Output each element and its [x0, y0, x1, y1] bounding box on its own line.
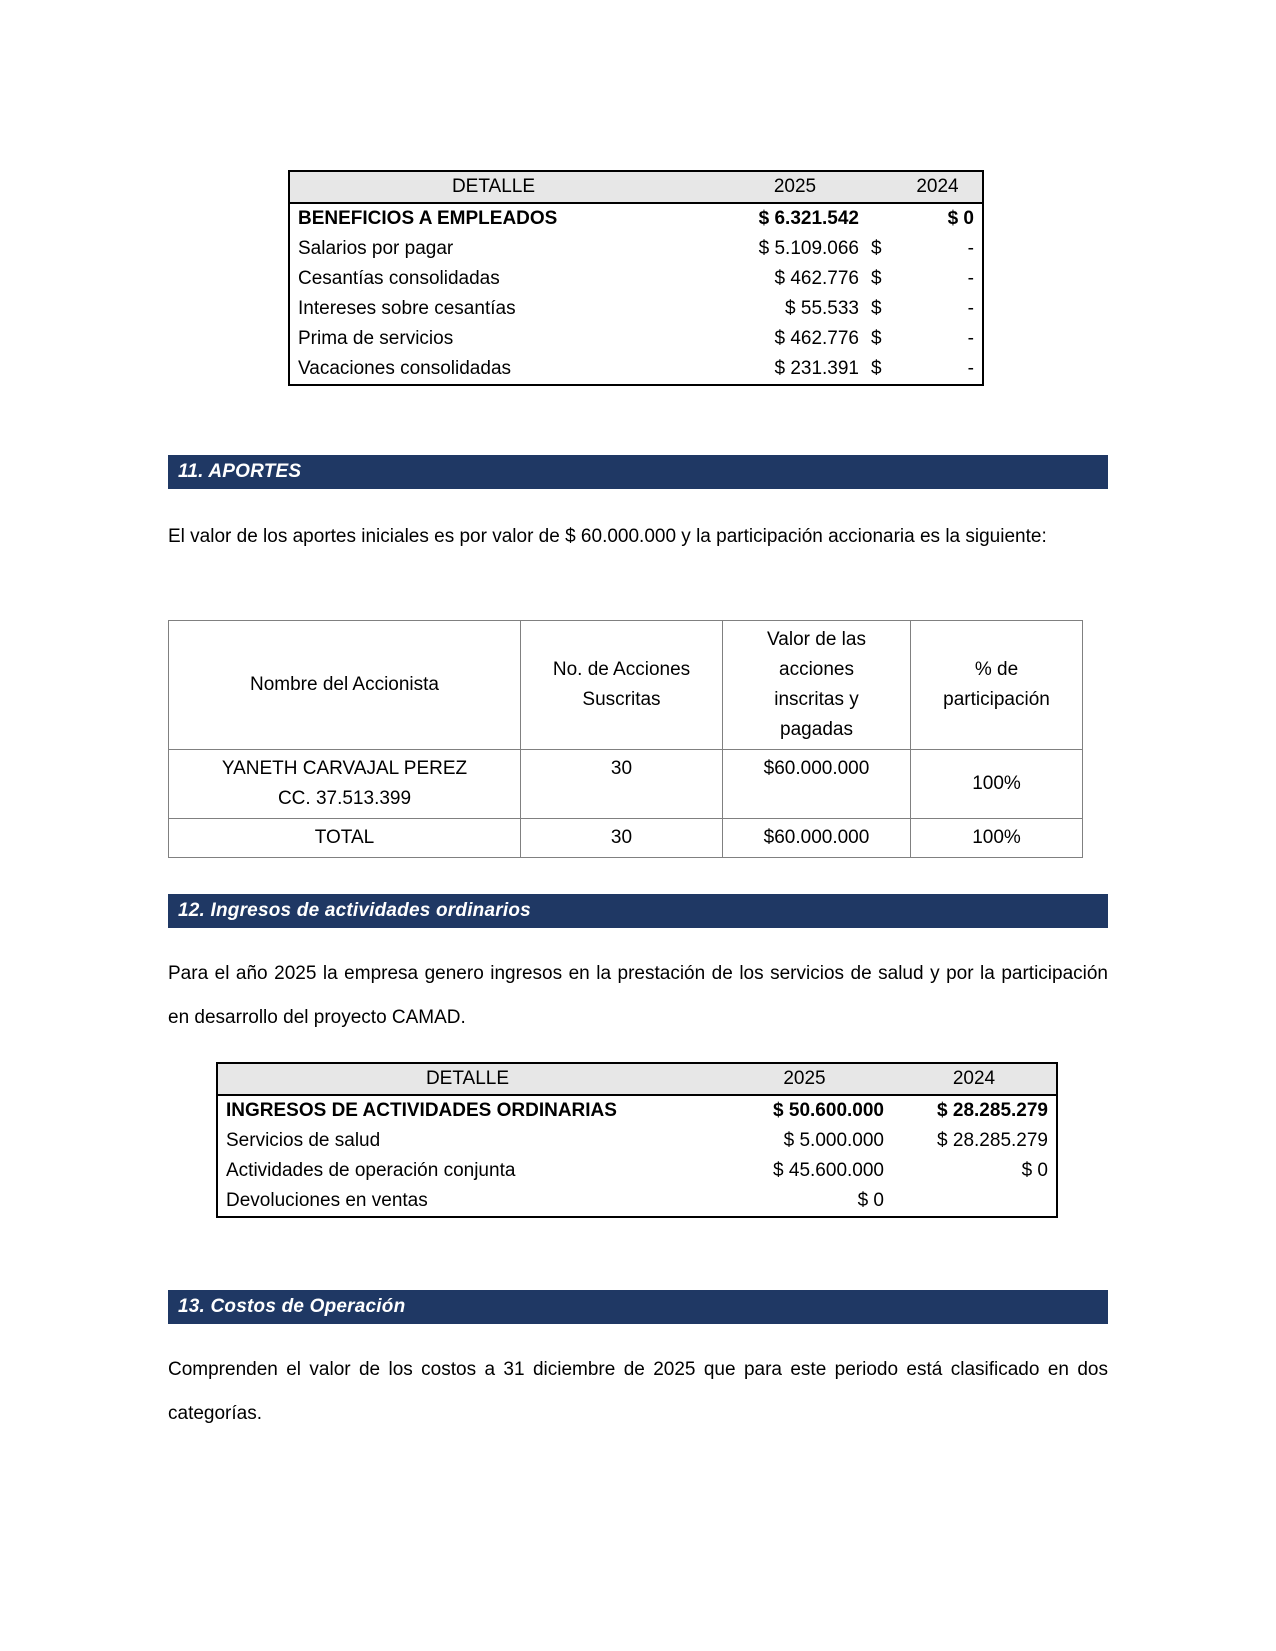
cell-2024: - — [967, 238, 974, 259]
cell-total-valor: $60.000.000 — [723, 819, 911, 858]
table-row — [169, 750, 1083, 819]
row-label: Servicios de salud — [226, 1130, 381, 1151]
column-header-porcentaje-participacion — [911, 621, 1083, 750]
table-row — [289, 354, 983, 385]
cell-2024: $ 28.285.279 — [937, 1130, 1048, 1151]
table-row — [289, 234, 983, 264]
header-line: Valor de las — [767, 629, 866, 650]
cell-2024: $ 0 — [947, 208, 974, 229]
cell-2024: - — [967, 298, 974, 319]
aportes-table-body — [169, 750, 1083, 858]
header-line: No. de Acciones — [552, 659, 691, 680]
column-header-2024: 2024 — [892, 1063, 1057, 1095]
cell-2025: $ 5.000.000 — [783, 1130, 884, 1151]
row-label: Actividades de operación conjunta — [226, 1160, 516, 1181]
row-label: BENEFICIOS A EMPLEADOS — [298, 208, 558, 229]
paragraph-ingresos: Para el año 2025 la empresa genero ingresos en la prestación de los servicios de salud y por la participación en desarrollo del proyecto CAMAD. — [168, 963, 1108, 1028]
section-costos — [168, 1290, 1108, 1324]
row-label: Prima de servicios — [298, 328, 454, 349]
cell-2024-symbol: $ — [871, 328, 882, 349]
cell-2025: $ 5.109.066 — [758, 238, 859, 259]
table-header-row — [217, 1063, 1057, 1095]
column-header-valor-acciones — [723, 621, 911, 750]
table-row — [289, 203, 983, 234]
accionista-cc: CC. 37.513.399 — [277, 788, 412, 809]
column-header-detalle: DETALLE — [289, 171, 697, 203]
table-row — [289, 294, 983, 324]
cell-2024-symbol: $ — [871, 268, 882, 289]
header-line: Nombre del Accionista — [249, 674, 440, 695]
header-line: Suscritas — [582, 689, 661, 710]
cell-2024: - — [967, 268, 974, 289]
header-line: inscritas y — [774, 689, 859, 710]
aportes-table-header — [169, 621, 1083, 750]
ingresos-table-container — [216, 1062, 1056, 1218]
column-header-2025: 2025 — [717, 1063, 892, 1095]
section-heading-aportes: 11. APORTES — [168, 455, 1108, 489]
aportes-table-container — [168, 620, 1082, 858]
cell-2025: $ 462.776 — [774, 328, 859, 349]
cell-2024 — [892, 1186, 1057, 1217]
table-row — [217, 1186, 1057, 1217]
row-label: Vacaciones consolidadas — [298, 358, 512, 379]
cell-2024: $ 28.285.279 — [937, 1100, 1048, 1121]
cell-2025: $ 55.533 — [785, 298, 859, 319]
column-header-2024: 2024 — [893, 171, 983, 203]
paragraph-aportes-container — [168, 515, 1108, 559]
cell-acciones-suscritas: 30 — [521, 750, 723, 819]
column-header-nombre-accionista — [169, 621, 521, 750]
table-header-row — [289, 171, 983, 203]
header-line: pagadas — [780, 719, 853, 740]
table-row — [289, 264, 983, 294]
header-line: participación — [943, 689, 1050, 710]
cell-2025: $ 0 — [857, 1190, 884, 1211]
row-label: Salarios por pagar — [298, 238, 454, 259]
cell-2025: $ 45.600.000 — [773, 1160, 884, 1181]
cell-2025: $ 6.321.542 — [758, 208, 859, 229]
column-header-detalle: DETALLE — [217, 1063, 717, 1095]
cell-2025: $ 462.776 — [774, 268, 859, 289]
accionista-name: YANETH CARVAJAL PEREZ — [221, 758, 468, 779]
cell-2024-symbol: $ — [871, 238, 882, 259]
beneficios-table-container — [288, 170, 982, 386]
ingresos-table — [216, 1062, 1058, 1218]
cell-2024: $ 0 — [1021, 1160, 1048, 1181]
table-header-row — [169, 621, 1083, 750]
column-header-acciones-suscritas — [521, 621, 723, 750]
cell-accionista-nombre — [169, 750, 521, 819]
table-row-total — [169, 819, 1083, 858]
cell-2024-symbol: $ — [871, 358, 882, 379]
cell-total-label: TOTAL — [169, 819, 521, 858]
header-line: acciones — [779, 659, 854, 680]
section-heading-costos: 13. Costos de Operación — [168, 1290, 1108, 1324]
row-label: Intereses sobre cesantías — [298, 298, 516, 319]
section-aportes — [168, 455, 1108, 489]
paragraph-aportes: El valor de los aportes iniciales es por valor de $ 60.000.000 y la participación accionaria es la siguiente: — [168, 526, 1047, 547]
table-row — [217, 1156, 1057, 1186]
header-line: % de — [974, 659, 1019, 680]
beneficios-table-header — [289, 171, 983, 203]
section-ingresos — [168, 894, 1108, 928]
cell-2024-symbol: $ — [871, 298, 882, 319]
cell-2024: - — [967, 328, 974, 349]
paragraph-costos: Comprenden el valor de los costos a 31 diciembre de 2025 que para este periodo está clasificado en dos categorías. — [168, 1359, 1108, 1424]
aportes-table — [168, 620, 1083, 858]
paragraph-costos-container — [168, 1348, 1108, 1436]
beneficios-table-body — [289, 203, 983, 385]
beneficios-table — [288, 170, 984, 386]
column-header-2025: 2025 — [697, 171, 893, 203]
cell-2025: $ 231.391 — [774, 358, 859, 379]
cell-porcentaje: 100% — [911, 750, 1083, 819]
table-row — [289, 324, 983, 354]
cell-2024-symbol — [867, 203, 893, 234]
table-row — [217, 1126, 1057, 1156]
paragraph-ingresos-container — [168, 952, 1108, 1040]
ingresos-table-header — [217, 1063, 1057, 1095]
table-row — [217, 1095, 1057, 1126]
row-label: INGRESOS DE ACTIVIDADES ORDINARIAS — [226, 1100, 617, 1121]
cell-total-acciones: 30 — [521, 819, 723, 858]
cell-valor-acciones: $60.000.000 — [723, 750, 911, 819]
cell-2024: - — [967, 358, 974, 379]
ingresos-table-body — [217, 1095, 1057, 1217]
row-label: Devoluciones en ventas — [226, 1190, 428, 1211]
section-heading-ingresos: 12. Ingresos de actividades ordinarios — [168, 894, 1108, 928]
cell-total-porcentaje: 100% — [911, 819, 1083, 858]
cell-2025: $ 50.600.000 — [773, 1100, 884, 1121]
row-label: Cesantías consolidadas — [298, 268, 500, 289]
